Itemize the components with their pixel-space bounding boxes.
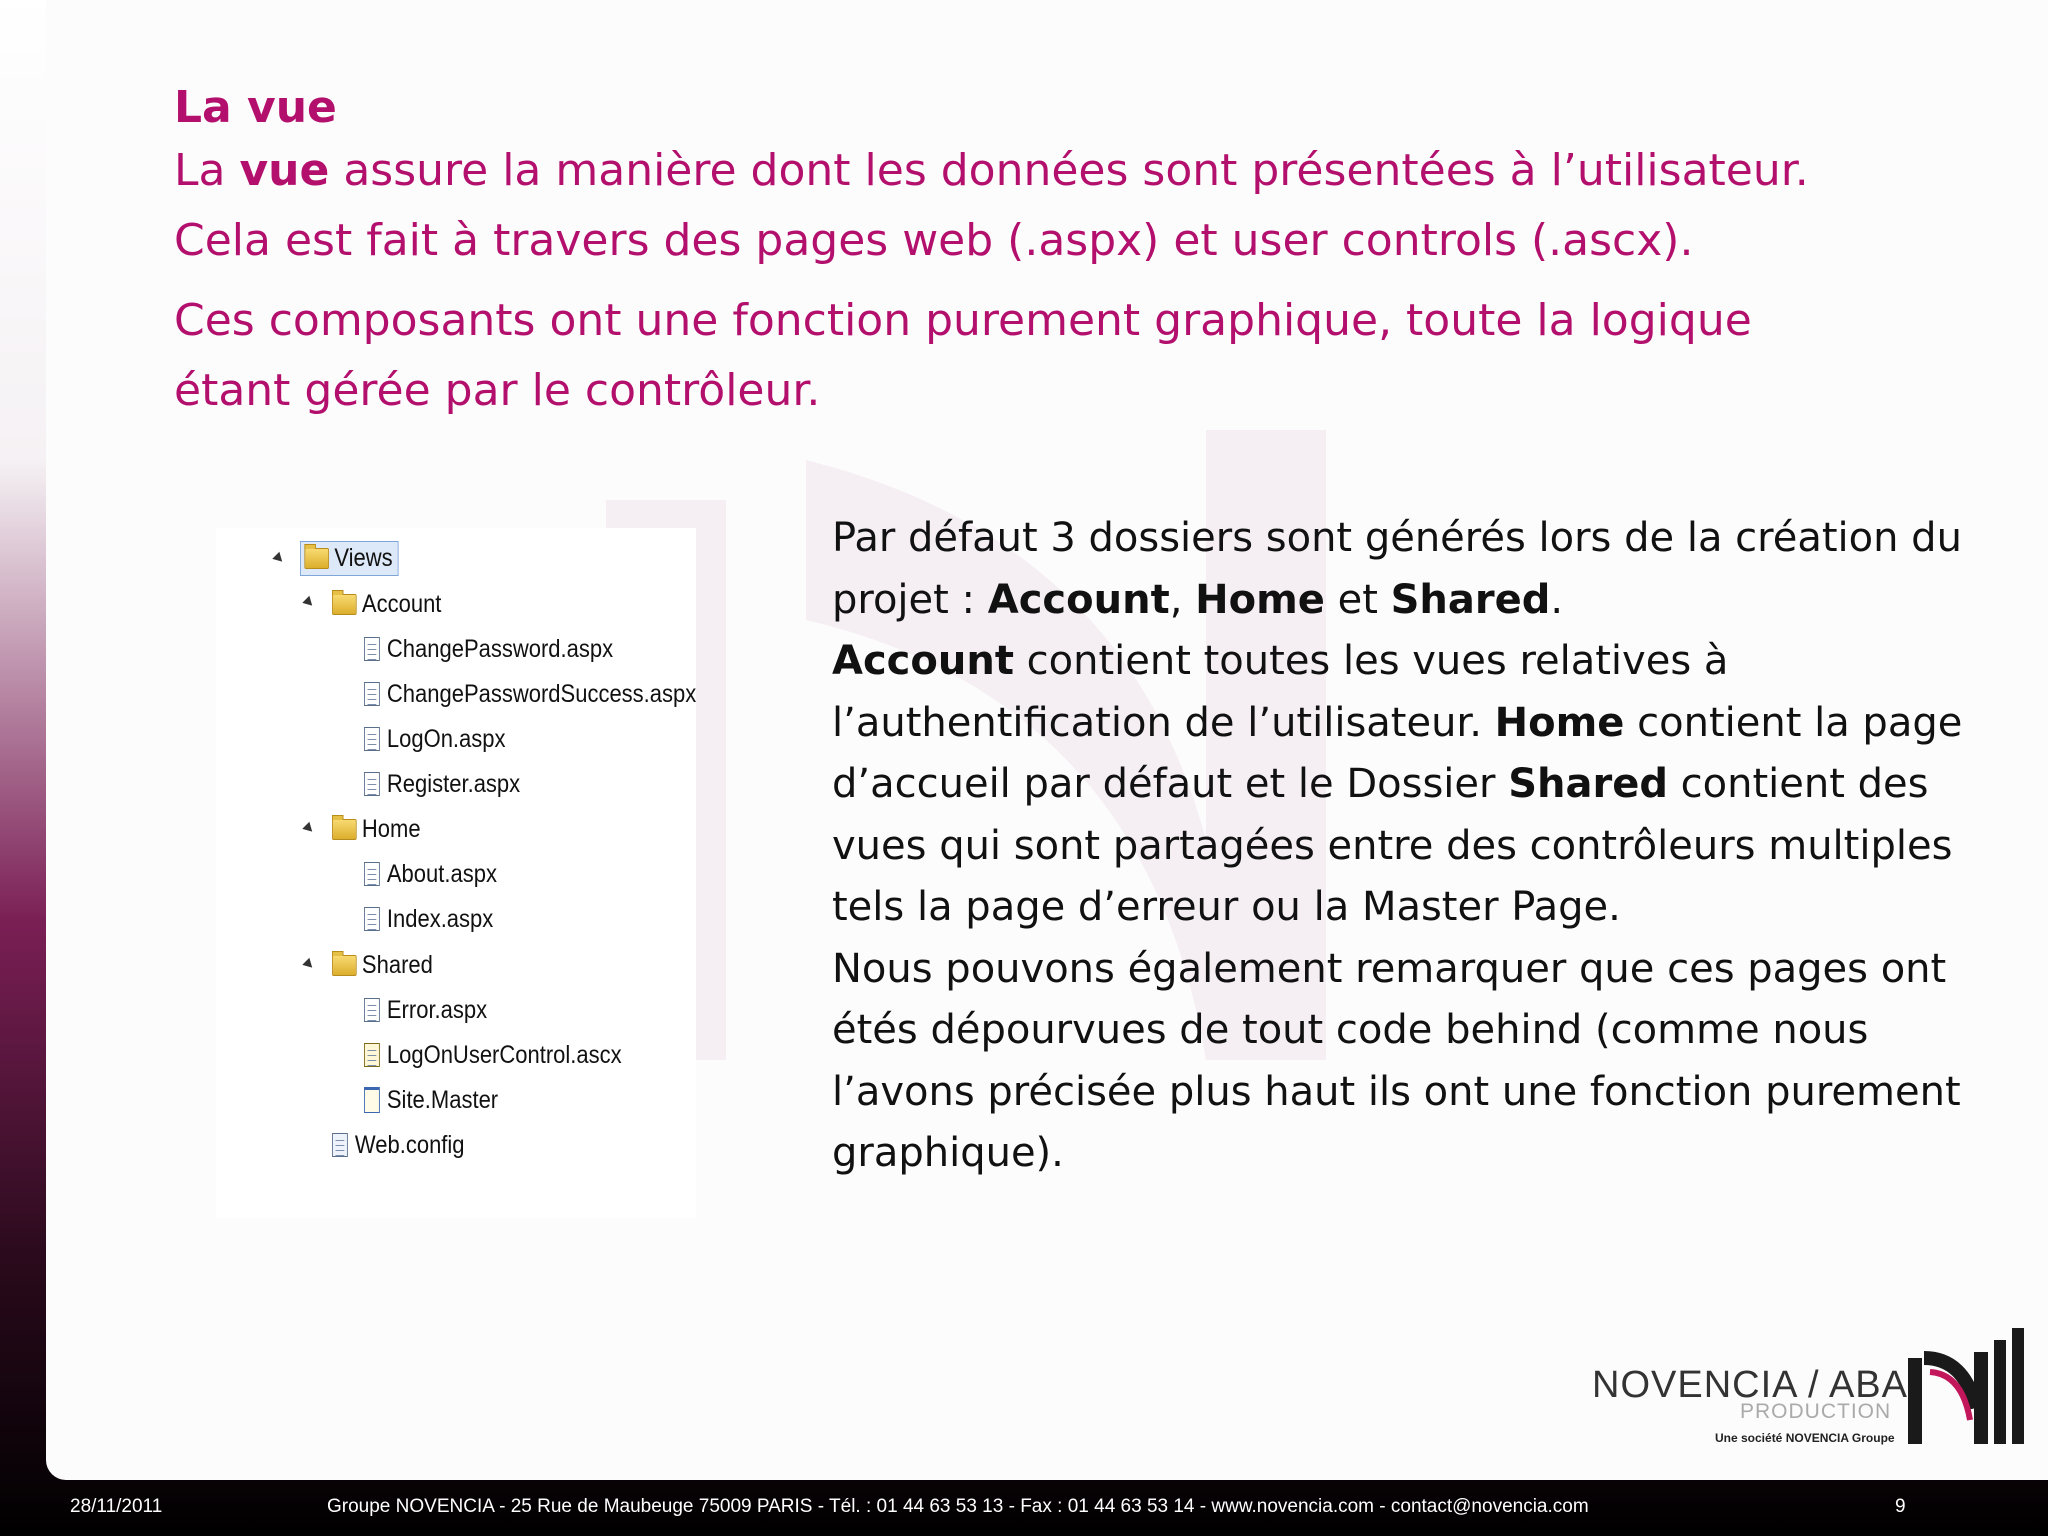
body-line: l’avons précisée plus haut ils ont une fonction purement — [832, 1068, 1961, 1115]
folder-open-icon — [304, 548, 329, 569]
body-line: vues qui sont partagées entre des contrôleurs multiples — [832, 822, 1953, 869]
tree-item-file[interactable]: ChangePassword.aspx — [364, 629, 613, 669]
body-line: projet : Account, Home et Shared. — [832, 576, 1564, 623]
solution-explorer-tree — [216, 528, 696, 1218]
novencia-logo-mark-icon — [1904, 1328, 2028, 1448]
aspx-file-icon — [364, 727, 380, 751]
tree-item-file[interactable]: LogOnUserControl.ascx — [364, 1035, 622, 1075]
body-line: Account contient toutes les vues relatives à — [832, 638, 1729, 684]
aspx-file-icon — [364, 682, 380, 706]
page-number: 9 — [1895, 1496, 1906, 1517]
body-line: tels la page d’erreur ou la Master Page. — [832, 884, 1621, 930]
logo-name: NOVENCIA / ABA — [1592, 1364, 1908, 1406]
aspx-file-icon — [364, 907, 380, 931]
tree-item-web-config[interactable]: Web.config — [332, 1125, 465, 1165]
logo-subtitle: Une société NOVENCIA Groupe — [1715, 1431, 1895, 1445]
expand-arrow-icon[interactable] — [302, 596, 315, 609]
tree-item-home[interactable]: Home — [332, 809, 421, 849]
expand-arrow-icon[interactable] — [272, 552, 285, 565]
tree-item-file[interactable]: ChangePasswordSuccess.aspx — [364, 674, 696, 714]
aspx-file-icon — [364, 862, 380, 886]
folder-open-icon — [332, 594, 357, 615]
tree-item-shared[interactable]: Shared — [332, 945, 433, 985]
body-line: étés dépourvues de tout code behind (comme nous — [832, 1007, 1869, 1053]
intro-line-1: La vue assure la manière dont les données sont présentées à l’utilisateur. — [174, 145, 1809, 196]
heading — [174, 80, 1809, 426]
intro-line-4: étant gérée par le contrôleur. — [174, 365, 821, 416]
tree-item-account[interactable]: Account — [332, 584, 441, 624]
tree-item-file[interactable]: Index.aspx — [364, 899, 493, 939]
aspx-file-icon — [364, 637, 380, 661]
body-line: l’authentification de l’utilisateur. Home contient la page — [832, 699, 1963, 746]
body-line: graphique). — [832, 1130, 1064, 1176]
tree-item-file[interactable]: About.aspx — [364, 854, 497, 894]
footer-address: Groupe NOVENCIA - 25 Rue de Maubeuge 75009 PARIS - Tél. : 01 44 63 53 13 - Fax : 01 44 63 53 14 - www.novencia.com - contact@novencia.com — [327, 1496, 1589, 1517]
tree-item-file[interactable]: Site.Master — [364, 1080, 498, 1120]
footer-date: 28/11/2011 — [70, 1496, 163, 1517]
tree-item-file[interactable]: Error.aspx — [364, 990, 487, 1030]
folder-open-icon — [332, 955, 357, 976]
footer — [0, 1480, 2048, 1536]
tree-item-file[interactable]: Register.aspx — [364, 764, 520, 804]
tree-item-file[interactable]: LogOn.aspx — [364, 719, 506, 759]
views-selected-box: Views — [300, 541, 399, 576]
aspx-file-icon — [364, 998, 380, 1022]
intro-line-3: Ces composants ont une fonction purement graphique, toute la logique — [174, 295, 1752, 346]
logo-production: PRODUCTION — [1740, 1400, 1892, 1423]
body-line: Par défaut 3 dossiers sont générés lors de la création du — [832, 515, 1962, 561]
user-control-file-icon — [364, 1043, 380, 1067]
master-page-file-icon — [364, 1087, 380, 1113]
aspx-file-icon — [364, 772, 380, 796]
expand-arrow-icon[interactable] — [302, 822, 315, 835]
intro-line-2: Cela est fait à travers des pages web (.aspx) et user controls (.ascx). — [174, 215, 1694, 266]
novencia-aba-logo — [1592, 1328, 2032, 1448]
config-file-icon — [332, 1133, 348, 1157]
slide — [46, 0, 2048, 1480]
tree-item-views[interactable] — [300, 538, 399, 578]
section-title: La vue — [174, 82, 337, 133]
body-text — [832, 508, 2032, 1185]
body-line: Nous pouvons également remarquer que ces pages ont — [832, 945, 1947, 992]
folder-open-icon — [332, 819, 357, 840]
expand-arrow-icon[interactable] — [302, 958, 315, 971]
body-line: d’accueil par défaut et le Dossier Shared contient des — [832, 761, 1929, 807]
